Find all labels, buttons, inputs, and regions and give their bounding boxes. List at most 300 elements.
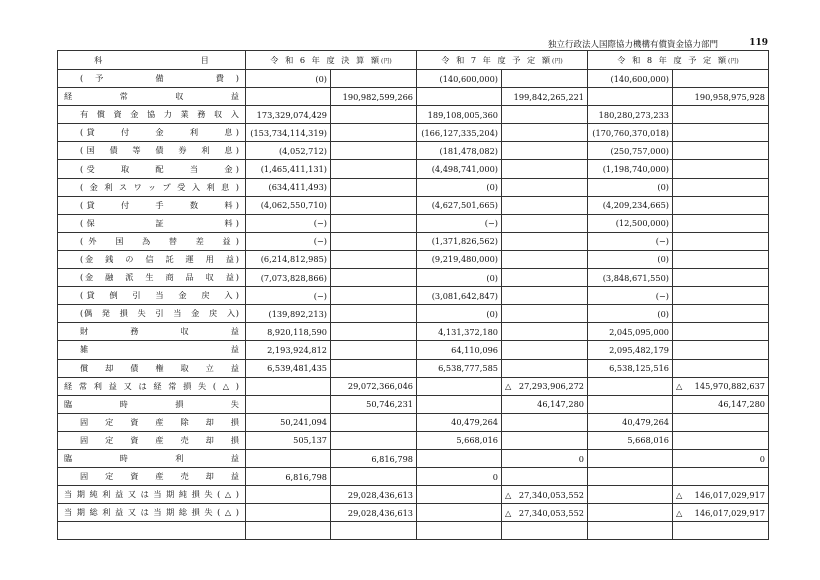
amount-cell xyxy=(502,196,588,214)
amount-cell xyxy=(673,359,769,377)
amount-cell xyxy=(502,504,588,522)
table-row xyxy=(58,359,769,377)
row-label-text: 臨 時 利 益 xyxy=(64,453,239,464)
amount-value: (0) xyxy=(486,272,498,283)
amount-value: (250,757,000) xyxy=(610,145,669,156)
amount-cell xyxy=(246,504,331,522)
amount-cell xyxy=(588,468,673,486)
amount-cell xyxy=(417,106,502,124)
table-row xyxy=(58,486,769,504)
amount-cell xyxy=(502,287,588,305)
amount-cell xyxy=(502,214,588,232)
amount-cell xyxy=(417,88,502,106)
amount-value: 2,193,924,812 xyxy=(267,344,327,355)
amount-cell xyxy=(417,395,502,413)
amount-cell xyxy=(502,124,588,142)
table-row xyxy=(58,504,769,522)
amount-cell xyxy=(417,377,502,395)
row-label-text: (国 債 等 債 券 利 息) xyxy=(80,145,239,156)
amount-cell xyxy=(673,341,769,359)
row-label xyxy=(58,449,246,467)
row-label-text: (貸 倒 引 当 金 戻 入) xyxy=(80,290,239,301)
table-row xyxy=(58,124,769,142)
row-label xyxy=(58,522,246,540)
row-label xyxy=(58,359,246,377)
amount-value: 2,095,482,179 xyxy=(609,344,669,355)
amount-value: 5,668,016 xyxy=(627,435,669,446)
amount-cell xyxy=(417,431,502,449)
amount-cell xyxy=(673,395,769,413)
header-r7-label: 令 和 7 年 度 予 定 額 xyxy=(441,54,553,65)
amount-value: 189,108,005,360 xyxy=(427,109,498,120)
amount-value: (0) xyxy=(315,73,327,84)
amount-cell xyxy=(588,250,673,268)
amount-cell xyxy=(673,486,769,504)
amount-cell xyxy=(246,160,331,178)
amount-value: 29,072,366,046 xyxy=(347,381,413,392)
amount-cell xyxy=(588,124,673,142)
amount-cell xyxy=(331,413,417,431)
amount-value: (−) xyxy=(655,236,669,247)
amount-cell xyxy=(673,214,769,232)
amount-cell xyxy=(588,269,673,287)
amount-cell xyxy=(588,431,673,449)
amount-value: (−) xyxy=(655,290,669,301)
header-r7 xyxy=(417,51,588,70)
amount-value: 8,920,118,590 xyxy=(267,326,327,337)
row-label xyxy=(58,504,246,522)
amount-cell xyxy=(588,323,673,341)
amount-cell xyxy=(502,431,588,449)
amount-cell xyxy=(588,106,673,124)
table-row xyxy=(58,269,769,287)
amount-cell xyxy=(673,250,769,268)
row-label-text: (金 銭 の 信 託 運 用 益) xyxy=(80,253,239,264)
table-body xyxy=(58,70,769,540)
table-row xyxy=(58,178,769,196)
amount-cell xyxy=(331,287,417,305)
table-row xyxy=(58,160,769,178)
amount-value: 5,668,016 xyxy=(456,435,498,446)
amount-cell xyxy=(588,160,673,178)
row-label-text: 財 務 収 益 xyxy=(80,326,239,337)
amount-cell xyxy=(502,522,588,540)
row-label-text: 有償資金協力業務収入 xyxy=(80,109,239,120)
amount-value: (140,600,000) xyxy=(439,73,498,84)
negative-marker: △ xyxy=(676,381,683,392)
amount-value: (9,219,480,000) xyxy=(431,254,498,265)
amount-cell xyxy=(331,196,417,214)
amount-cell xyxy=(417,269,502,287)
amount-cell xyxy=(417,341,502,359)
amount-cell xyxy=(417,323,502,341)
amount-cell xyxy=(246,142,331,160)
amount-value: 145,970,882,637 xyxy=(694,381,765,392)
amount-cell xyxy=(246,106,331,124)
amount-value: 6,816,798 xyxy=(285,471,327,482)
amount-cell xyxy=(673,522,769,540)
amount-cell xyxy=(331,305,417,323)
table-row xyxy=(58,413,769,431)
row-label xyxy=(58,413,246,431)
budget-table xyxy=(57,50,769,540)
amount-cell xyxy=(588,287,673,305)
amount-cell xyxy=(246,323,331,341)
row-label-text: 固 定 資 産 除 却 損 xyxy=(80,416,239,427)
row-label-text: 雑 益 xyxy=(80,344,239,355)
amount-cell xyxy=(502,341,588,359)
row-label-text: 経常利益又は経常損失(△) xyxy=(64,380,239,391)
header-r6-label: 令 和 6 年 度 決 算 額 xyxy=(270,54,382,65)
row-label xyxy=(58,377,246,395)
amount-cell xyxy=(331,269,417,287)
amount-cell xyxy=(331,377,417,395)
amount-value: (7,073,828,866) xyxy=(260,272,327,283)
amount-value: 199,842,265,221 xyxy=(513,91,584,102)
amount-cell xyxy=(588,449,673,467)
amount-cell xyxy=(331,522,417,540)
amount-cell xyxy=(673,431,769,449)
amount-cell xyxy=(588,395,673,413)
amount-cell xyxy=(588,88,673,106)
table-row xyxy=(58,214,769,232)
amount-cell xyxy=(673,413,769,431)
amount-cell xyxy=(673,232,769,250)
amount-cell xyxy=(417,305,502,323)
amount-value: 6,538,125,516 xyxy=(609,363,669,374)
table-row xyxy=(58,323,769,341)
amount-cell xyxy=(331,486,417,504)
negative-marker: △ xyxy=(505,507,512,518)
amount-value: 40,479,264 xyxy=(622,417,669,428)
amount-cell xyxy=(588,341,673,359)
amount-cell xyxy=(588,359,673,377)
header-r7-unit: (円) xyxy=(552,57,563,65)
amount-cell xyxy=(502,160,588,178)
amount-cell xyxy=(502,486,588,504)
amount-value: (0) xyxy=(486,182,498,193)
amount-cell xyxy=(673,468,769,486)
amount-cell xyxy=(246,449,331,467)
amount-value: 173,329,074,429 xyxy=(256,109,327,120)
amount-cell xyxy=(417,287,502,305)
amount-cell xyxy=(331,449,417,467)
amount-cell xyxy=(502,178,588,196)
amount-cell xyxy=(246,287,331,305)
amount-cell xyxy=(331,323,417,341)
row-label-text: (金 融 派 生 商 品 収 益) xyxy=(80,272,239,283)
amount-cell xyxy=(588,413,673,431)
amount-cell xyxy=(588,522,673,540)
amount-cell xyxy=(673,305,769,323)
row-label xyxy=(58,250,246,268)
amount-value: (0) xyxy=(657,254,669,265)
row-label-text: (貸 付 手 数 料) xyxy=(80,199,239,210)
amount-cell xyxy=(588,486,673,504)
row-label xyxy=(58,323,246,341)
amount-value: 46,147,280 xyxy=(537,399,584,410)
amount-value: (166,127,335,204) xyxy=(421,127,498,138)
amount-cell xyxy=(673,160,769,178)
row-label xyxy=(58,468,246,486)
amount-cell xyxy=(331,468,417,486)
amount-cell xyxy=(246,269,331,287)
row-label xyxy=(58,395,246,413)
amount-cell xyxy=(331,395,417,413)
amount-cell xyxy=(417,196,502,214)
amount-value: 50,746,231 xyxy=(366,399,413,410)
amount-cell xyxy=(673,70,769,88)
table-row xyxy=(58,70,769,88)
amount-cell xyxy=(331,160,417,178)
table-row xyxy=(58,287,769,305)
amount-cell xyxy=(246,196,331,214)
amount-value: 40,479,264 xyxy=(451,417,498,428)
amount-cell xyxy=(588,504,673,522)
table-row xyxy=(58,377,769,395)
row-label xyxy=(58,341,246,359)
amount-cell xyxy=(417,359,502,377)
amount-value: (−) xyxy=(313,290,327,301)
table-row xyxy=(58,232,769,250)
table-row xyxy=(58,468,769,486)
row-label xyxy=(58,287,246,305)
amount-value: 190,982,599,266 xyxy=(342,91,413,102)
amount-cell xyxy=(246,214,331,232)
amount-value: (1,198,740,000) xyxy=(602,164,669,175)
page-header xyxy=(548,38,768,50)
amount-value: 146,017,029,917 xyxy=(694,489,765,500)
amount-cell xyxy=(246,377,331,395)
row-label xyxy=(58,269,246,287)
amount-value: (12,500,000) xyxy=(615,218,669,229)
negative-marker: △ xyxy=(676,489,683,500)
row-label-text: (外 国 為 替 差 益) xyxy=(80,235,239,246)
row-label xyxy=(58,88,246,106)
amount-cell xyxy=(331,178,417,196)
amount-value: (140,600,000) xyxy=(610,73,669,84)
amount-cell xyxy=(502,359,588,377)
amount-cell xyxy=(417,178,502,196)
amount-value: 505,137 xyxy=(293,435,327,446)
row-label-text: 償 却 債 権 取 立 益 xyxy=(80,362,239,373)
amount-value: (0) xyxy=(657,182,669,193)
amount-value: 6,816,798 xyxy=(371,453,413,464)
amount-value: (170,760,370,018) xyxy=(592,127,669,138)
amount-cell xyxy=(588,142,673,160)
table-row xyxy=(58,106,769,124)
row-label xyxy=(58,232,246,250)
amount-cell xyxy=(502,142,588,160)
table-row xyxy=(58,196,769,214)
amount-cell xyxy=(331,504,417,522)
amount-cell xyxy=(417,413,502,431)
table-row xyxy=(58,395,769,413)
row-label xyxy=(58,486,246,504)
amount-cell xyxy=(417,232,502,250)
amount-cell xyxy=(246,178,331,196)
table-row xyxy=(58,305,769,323)
amount-value: 46,147,280 xyxy=(718,399,765,410)
amount-cell xyxy=(673,124,769,142)
row-label xyxy=(58,124,246,142)
amount-cell xyxy=(417,142,502,160)
amount-cell xyxy=(673,88,769,106)
row-label-text: 固 定 資 産 売 却 益 xyxy=(80,471,239,482)
amount-cell xyxy=(673,142,769,160)
amount-cell xyxy=(331,70,417,88)
row-label xyxy=(58,160,246,178)
table-row xyxy=(58,449,769,467)
amount-value: 27,293,906,272 xyxy=(518,381,584,392)
amount-cell xyxy=(502,413,588,431)
header-r8-unit: (円) xyxy=(728,57,739,65)
amount-cell xyxy=(417,124,502,142)
amount-cell xyxy=(673,106,769,124)
amount-cell xyxy=(502,250,588,268)
amount-cell xyxy=(588,196,673,214)
amount-cell xyxy=(417,522,502,540)
header-r6 xyxy=(246,51,417,70)
amount-cell xyxy=(673,269,769,287)
amount-value: 27,340,053,552 xyxy=(518,507,584,518)
row-label xyxy=(58,70,246,88)
amount-value: (−) xyxy=(313,236,327,247)
amount-value: 0 xyxy=(759,453,765,464)
row-label-text: 臨 時 損 失 xyxy=(64,398,239,409)
row-label xyxy=(58,196,246,214)
row-label xyxy=(58,431,246,449)
row-label-text: (貸 付 金 利 息) xyxy=(80,127,239,138)
header-r6-unit: (円) xyxy=(381,57,392,65)
table-row xyxy=(58,142,769,160)
amount-cell xyxy=(331,142,417,160)
amount-value: (4,627,501,665) xyxy=(431,200,498,211)
row-label-text: (金利スワップ受入利息) xyxy=(80,181,239,192)
amount-cell xyxy=(502,449,588,467)
amount-value: (1,371,826,562) xyxy=(431,236,498,247)
amount-cell xyxy=(502,106,588,124)
row-label-text: 経 常 収 益 xyxy=(64,91,239,102)
header-r8-label: 令 和 8 年 度 予 定 額 xyxy=(617,54,729,65)
row-label-text: 当期純利益又は当期純損失(△) xyxy=(64,489,239,500)
amount-value: 0 xyxy=(492,471,498,482)
amount-cell xyxy=(246,413,331,431)
row-label-text: (受 取 配 当 金) xyxy=(80,163,239,174)
amount-value: 29,028,436,613 xyxy=(347,489,413,500)
table-row xyxy=(58,431,769,449)
amount-cell xyxy=(673,323,769,341)
amount-value: (139,892,213) xyxy=(268,308,327,319)
row-label xyxy=(58,178,246,196)
table-header-row xyxy=(58,51,769,70)
amount-value: 0 xyxy=(578,453,584,464)
amount-cell xyxy=(502,468,588,486)
header-subject xyxy=(58,51,246,70)
amount-value: 180,280,273,233 xyxy=(598,109,669,120)
row-label xyxy=(58,214,246,232)
amount-cell xyxy=(588,178,673,196)
amount-cell xyxy=(331,250,417,268)
page-number: 119 xyxy=(749,38,768,48)
amount-cell xyxy=(417,486,502,504)
amount-cell xyxy=(246,232,331,250)
amount-cell xyxy=(417,468,502,486)
amount-value: 50,241,094 xyxy=(280,417,327,428)
amount-cell xyxy=(673,449,769,467)
row-label xyxy=(58,106,246,124)
amount-cell xyxy=(246,395,331,413)
amount-value: 4,131,372,180 xyxy=(438,326,498,337)
amount-value: (−) xyxy=(484,218,498,229)
table-row xyxy=(58,88,769,106)
amount-cell xyxy=(246,341,331,359)
amount-cell xyxy=(673,196,769,214)
amount-cell xyxy=(246,431,331,449)
amount-cell xyxy=(246,522,331,540)
amount-cell xyxy=(331,232,417,250)
amount-cell xyxy=(246,468,331,486)
negative-marker: △ xyxy=(505,489,512,500)
organization-name: 独立行政法人国際協力機構有償資金協力部門 xyxy=(548,40,719,50)
negative-marker: △ xyxy=(676,507,683,518)
amount-cell xyxy=(502,269,588,287)
amount-value: (3,848,671,550) xyxy=(602,272,669,283)
row-label xyxy=(58,142,246,160)
amount-cell xyxy=(673,377,769,395)
amount-value: (6,214,812,985) xyxy=(260,254,327,265)
amount-cell xyxy=(246,70,331,88)
amount-cell xyxy=(417,214,502,232)
amount-value: (634,411,493) xyxy=(268,182,327,193)
amount-value: 6,538,777,585 xyxy=(438,363,498,374)
amount-cell xyxy=(673,287,769,305)
amount-cell xyxy=(502,323,588,341)
header-subject-label: 科 目 xyxy=(94,54,209,65)
table-row xyxy=(58,522,769,540)
amount-value: 146,017,029,917 xyxy=(694,507,765,518)
amount-value: (4,498,741,000) xyxy=(431,164,498,175)
amount-cell xyxy=(588,70,673,88)
amount-value: 190,958,975,928 xyxy=(694,91,765,102)
amount-cell xyxy=(588,377,673,395)
amount-value: (0) xyxy=(657,308,669,319)
amount-value: (153,734,114,319) xyxy=(250,127,327,138)
amount-cell xyxy=(246,88,331,106)
amount-value: 29,028,436,613 xyxy=(347,507,413,518)
amount-cell xyxy=(331,431,417,449)
amount-value: 64,110,096 xyxy=(451,344,498,355)
row-label-text: 固 定 資 産 売 却 損 xyxy=(80,434,239,445)
amount-value: 2,045,095,000 xyxy=(609,326,669,337)
amount-value: 27,340,053,552 xyxy=(518,489,584,500)
amount-value: (−) xyxy=(313,218,327,229)
amount-cell xyxy=(246,359,331,377)
amount-cell xyxy=(331,106,417,124)
amount-cell xyxy=(331,124,417,142)
header-r8 xyxy=(588,51,769,70)
amount-cell xyxy=(673,504,769,522)
amount-value: (4,062,550,710) xyxy=(260,200,327,211)
amount-cell xyxy=(246,124,331,142)
amount-value: (0) xyxy=(486,308,498,319)
amount-cell xyxy=(331,88,417,106)
amount-cell xyxy=(502,305,588,323)
amount-value: (4,209,234,665) xyxy=(602,200,669,211)
amount-value: (181,478,082) xyxy=(439,145,498,156)
table-row xyxy=(58,250,769,268)
amount-cell xyxy=(502,232,588,250)
